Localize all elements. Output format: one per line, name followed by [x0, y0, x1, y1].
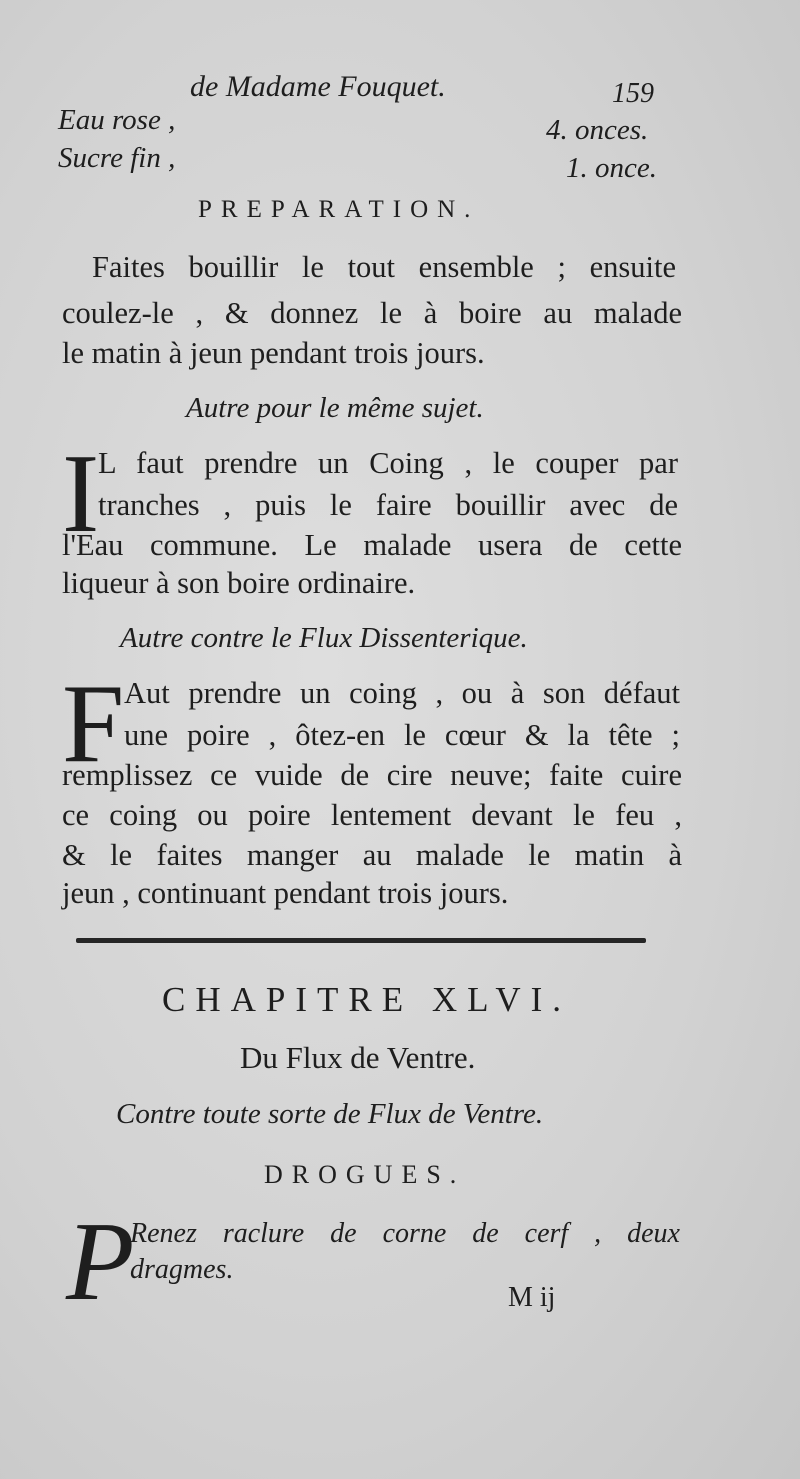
- subheading: Autre pour le même sujet.: [186, 392, 484, 424]
- paragraph-line: une poire , ôtez-en le cœur & la tête ;: [124, 718, 680, 752]
- paragraph-line: L faut prendre un Coing , le couper par: [98, 446, 678, 480]
- preparation-heading: PREPARATION.: [198, 196, 480, 223]
- drop-cap: F: [62, 662, 125, 786]
- paragraph-line: l'Eau commune. Le malade usera de cette: [62, 528, 682, 562]
- drop-cap: P: [66, 1200, 135, 1324]
- paragraph-line: tranches , puis le faire bouillir avec de: [98, 488, 678, 522]
- subheading: Autre contre le Flux Dissenterique.: [120, 622, 528, 654]
- paragraph-line: ce coing ou poire lentement devant le feu ,: [62, 798, 682, 832]
- ingredient-name: Eau rose ,: [58, 104, 176, 136]
- ingredient-quantity: 4. onces.: [546, 114, 649, 146]
- paragraph-line: jeun , continuant pendant trois jours.: [62, 876, 509, 910]
- drop-cap: I: [62, 432, 100, 556]
- drogues-heading: DROGUES.: [264, 1160, 466, 1189]
- subheading: Contre toute sorte de Flux de Ventre.: [116, 1098, 544, 1130]
- paragraph-line: liqueur à son boire ordinaire.: [62, 566, 416, 600]
- paragraph-line: remplissez ce vuide de cire neuve; faite cuire: [62, 758, 682, 792]
- paragraph-line: Aut prendre un coing , ou à son défaut: [124, 676, 680, 710]
- signature-mark: M ij: [508, 1282, 556, 1313]
- paragraph-line: dragmes.: [130, 1254, 234, 1285]
- paragraph-line: Renez raclure de corne de cerf , deux: [130, 1218, 680, 1249]
- section-title: Du Flux de Ventre.: [240, 1040, 476, 1075]
- page-number: 159: [612, 78, 654, 109]
- paragraph-line: Faites bouillir le tout ensemble ; ensuite: [92, 250, 676, 284]
- ingredient-name: Sucre fin ,: [58, 142, 176, 174]
- paragraph-line: le matin à jeun pendant trois jours.: [62, 336, 485, 370]
- paragraph-line: & le faites manger au malade le matin à: [62, 838, 682, 872]
- chapter-title: CHAPITRE XLVI.: [162, 980, 571, 1019]
- paragraph-line: coulez-le , & donnez le à boire au malade: [62, 296, 682, 330]
- horizontal-rule: [76, 938, 646, 943]
- ingredient-quantity: 1. once.: [566, 152, 657, 184]
- running-head: de Madame Fouquet.: [190, 70, 446, 103]
